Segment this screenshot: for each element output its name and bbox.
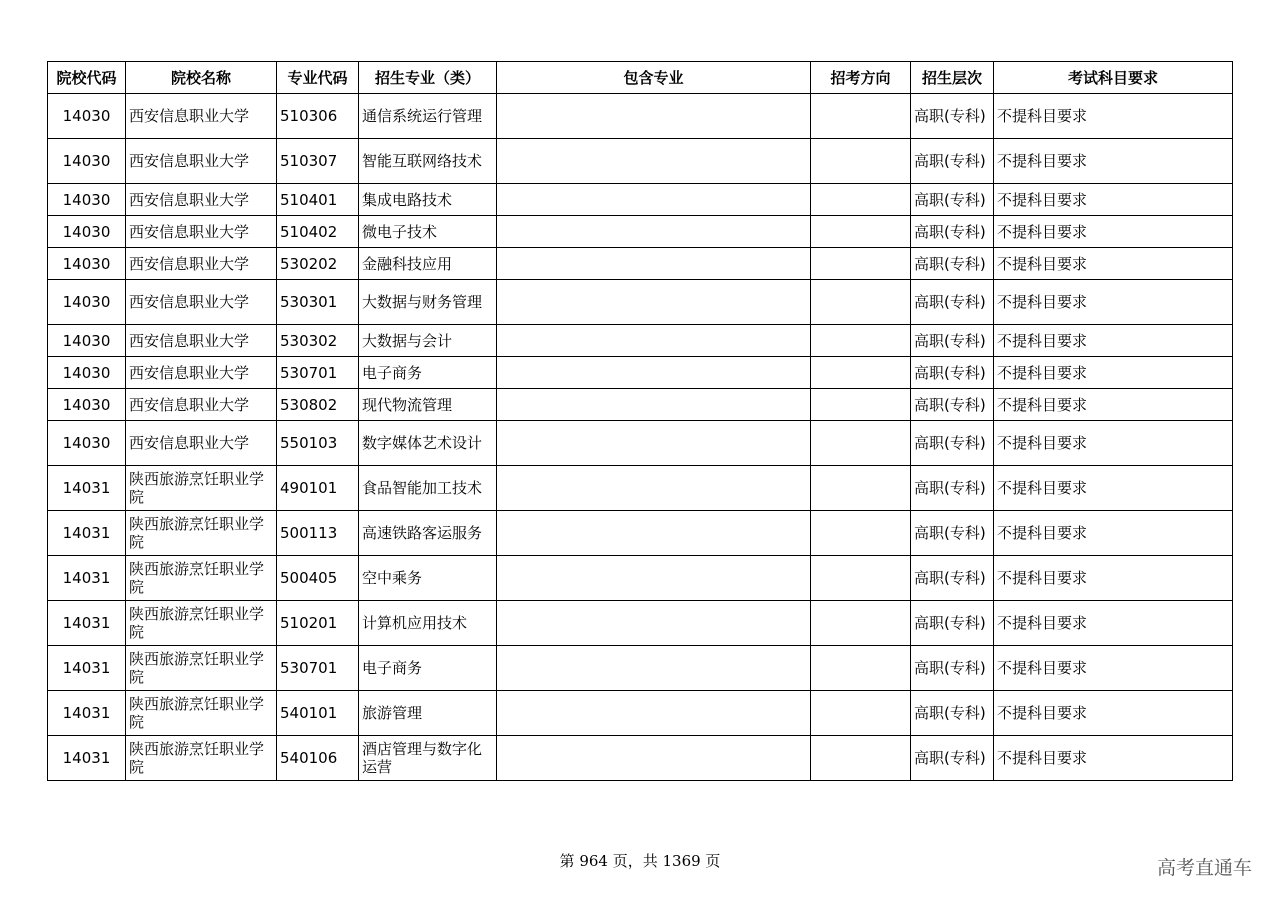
- cell-major-code: 490101: [277, 466, 359, 511]
- cell-major: 空中乘务: [359, 556, 497, 601]
- admissions-table: [47, 61, 1233, 781]
- table-row: [48, 325, 1233, 357]
- cell-school-code: 14030: [48, 357, 126, 389]
- cell-direction: [811, 389, 911, 421]
- cell-includes: [497, 357, 811, 389]
- cell-includes: [497, 216, 811, 248]
- cell-school-code: 14030: [48, 389, 126, 421]
- page-footer: 第 964 页，共 1369 页: [559, 852, 721, 870]
- cell-major-code: 540106: [277, 736, 359, 781]
- cell-level: 高职(专科): [911, 691, 994, 736]
- cell-direction: [811, 325, 911, 357]
- cell-major: 计算机应用技术: [359, 601, 497, 646]
- cell-level: 高职(专科): [911, 325, 994, 357]
- cell-level: 高职(专科): [911, 601, 994, 646]
- cell-major: 数字媒体艺术设计: [359, 421, 497, 466]
- cell-includes: [497, 139, 811, 184]
- cell-major: 食品智能加工技术: [359, 466, 497, 511]
- table-row: [48, 139, 1233, 184]
- table-row: [48, 389, 1233, 421]
- cell-includes: [497, 280, 811, 325]
- header-includes: 包含专业: [497, 62, 811, 94]
- cell-major-code: 550103: [277, 421, 359, 466]
- cell-school-name: 西安信息职业大学: [126, 94, 277, 139]
- cell-major-code: 510306: [277, 94, 359, 139]
- table-row: [48, 466, 1233, 511]
- table-row: [48, 421, 1233, 466]
- cell-includes: [497, 94, 811, 139]
- cell-school-name: 西安信息职业大学: [126, 280, 277, 325]
- cell-direction: [811, 184, 911, 216]
- cell-school-name: 陕西旅游烹饪职业学院: [126, 646, 277, 691]
- cell-level: 高职(专科): [911, 421, 994, 466]
- cell-level: 高职(专科): [911, 736, 994, 781]
- cell-exam: 不提科目要求: [994, 511, 1233, 556]
- cell-level: 高职(专科): [911, 466, 994, 511]
- cell-school-name: 西安信息职业大学: [126, 139, 277, 184]
- cell-level: 高职(专科): [911, 280, 994, 325]
- cell-major: 酒店管理与数字化运营: [359, 736, 497, 781]
- cell-exam: 不提科目要求: [994, 184, 1233, 216]
- cell-exam: 不提科目要求: [994, 325, 1233, 357]
- cell-major: 通信系统运行管理: [359, 94, 497, 139]
- cell-school-code: 14031: [48, 601, 126, 646]
- cell-direction: [811, 280, 911, 325]
- cell-major-code: 530701: [277, 646, 359, 691]
- table-row: [48, 736, 1233, 781]
- cell-exam: 不提科目要求: [994, 357, 1233, 389]
- cell-major-code: 530302: [277, 325, 359, 357]
- cell-school-code: 14031: [48, 556, 126, 601]
- cell-school-name: 西安信息职业大学: [126, 421, 277, 466]
- cell-level: 高职(专科): [911, 216, 994, 248]
- cell-exam: 不提科目要求: [994, 421, 1233, 466]
- cell-includes: [497, 646, 811, 691]
- cell-major: 大数据与会计: [359, 325, 497, 357]
- cell-exam: 不提科目要求: [994, 691, 1233, 736]
- header-level: 招生层次: [911, 62, 994, 94]
- table-row: [48, 280, 1233, 325]
- cell-direction: [811, 601, 911, 646]
- cell-level: 高职(专科): [911, 646, 994, 691]
- cell-school-name: 西安信息职业大学: [126, 389, 277, 421]
- cell-school-code: 14030: [48, 280, 126, 325]
- cell-major: 现代物流管理: [359, 389, 497, 421]
- cell-school-name: 西安信息职业大学: [126, 216, 277, 248]
- cell-school-code: 14030: [48, 139, 126, 184]
- cell-exam: 不提科目要求: [994, 466, 1233, 511]
- cell-includes: [497, 511, 811, 556]
- cell-includes: [497, 736, 811, 781]
- cell-major-code: 510401: [277, 184, 359, 216]
- table-row: [48, 691, 1233, 736]
- cell-major: 大数据与财务管理: [359, 280, 497, 325]
- cell-level: 高职(专科): [911, 248, 994, 280]
- watermark-text: 高考直通车: [1156, 857, 1252, 879]
- cell-exam: 不提科目要求: [994, 248, 1233, 280]
- table-row: [48, 216, 1233, 248]
- cell-major: 高速铁路客运服务: [359, 511, 497, 556]
- header-school-code: 院校代码: [48, 62, 126, 94]
- cell-exam: 不提科目要求: [994, 139, 1233, 184]
- header-school-name: 院校名称: [126, 62, 277, 94]
- cell-major-code: 500113: [277, 511, 359, 556]
- table-row: [48, 94, 1233, 139]
- cell-school-name: 陕西旅游烹饪职业学院: [126, 691, 277, 736]
- cell-level: 高职(专科): [911, 94, 994, 139]
- cell-includes: [497, 601, 811, 646]
- cell-major-code: 510307: [277, 139, 359, 184]
- cell-school-name: 西安信息职业大学: [126, 184, 277, 216]
- cell-direction: [811, 421, 911, 466]
- cell-exam: 不提科目要求: [994, 736, 1233, 781]
- cell-direction: [811, 139, 911, 184]
- cell-level: 高职(专科): [911, 139, 994, 184]
- cell-school-name: 西安信息职业大学: [126, 357, 277, 389]
- cell-includes: [497, 389, 811, 421]
- cell-includes: [497, 325, 811, 357]
- cell-school-name: 西安信息职业大学: [126, 248, 277, 280]
- cell-major: 电子商务: [359, 357, 497, 389]
- cell-major: 智能互联网络技术: [359, 139, 497, 184]
- cell-includes: [497, 184, 811, 216]
- cell-exam: 不提科目要求: [994, 389, 1233, 421]
- cell-exam: 不提科目要求: [994, 216, 1233, 248]
- cell-major-code: 530701: [277, 357, 359, 389]
- cell-exam: 不提科目要求: [994, 94, 1233, 139]
- cell-major: 金融科技应用: [359, 248, 497, 280]
- cell-major: 电子商务: [359, 646, 497, 691]
- cell-includes: [497, 421, 811, 466]
- cell-major-code: 540101: [277, 691, 359, 736]
- table-row: [48, 556, 1233, 601]
- cell-school-code: 14031: [48, 736, 126, 781]
- cell-school-name: 西安信息职业大学: [126, 325, 277, 357]
- cell-major: 微电子技术: [359, 216, 497, 248]
- header-major-code: 专业代码: [277, 62, 359, 94]
- cell-direction: [811, 216, 911, 248]
- cell-major: 旅游管理: [359, 691, 497, 736]
- cell-school-code: 14031: [48, 511, 126, 556]
- table-row: [48, 184, 1233, 216]
- cell-exam: 不提科目要求: [994, 280, 1233, 325]
- cell-school-name: 陕西旅游烹饪职业学院: [126, 511, 277, 556]
- cell-direction: [811, 357, 911, 389]
- cell-direction: [811, 248, 911, 280]
- cell-school-code: 14030: [48, 94, 126, 139]
- table-row: [48, 357, 1233, 389]
- table-row: [48, 511, 1233, 556]
- cell-school-name: 陕西旅游烹饪职业学院: [126, 556, 277, 601]
- cell-major-code: 500405: [277, 556, 359, 601]
- header-major: 招生专业（类）: [359, 62, 497, 94]
- table-row: [48, 248, 1233, 280]
- cell-school-code: 14031: [48, 466, 126, 511]
- cell-level: 高职(专科): [911, 357, 994, 389]
- cell-major-code: 510201: [277, 601, 359, 646]
- cell-school-name: 陕西旅游烹饪职业学院: [126, 466, 277, 511]
- cell-direction: [811, 511, 911, 556]
- cell-includes: [497, 556, 811, 601]
- cell-direction: [811, 94, 911, 139]
- cell-includes: [497, 248, 811, 280]
- header-row: [48, 62, 1233, 94]
- cell-major-code: 530301: [277, 280, 359, 325]
- cell-major: 集成电路技术: [359, 184, 497, 216]
- cell-level: 高职(专科): [911, 556, 994, 601]
- cell-school-name: 陕西旅游烹饪职业学院: [126, 736, 277, 781]
- cell-includes: [497, 691, 811, 736]
- cell-level: 高职(专科): [911, 389, 994, 421]
- cell-exam: 不提科目要求: [994, 556, 1233, 601]
- cell-school-code: 14030: [48, 325, 126, 357]
- header-exam: 考试科目要求: [994, 62, 1233, 94]
- cell-school-code: 14031: [48, 691, 126, 736]
- cell-direction: [811, 556, 911, 601]
- cell-major-code: 530802: [277, 389, 359, 421]
- table-row: [48, 646, 1233, 691]
- cell-direction: [811, 646, 911, 691]
- cell-major-code: 530202: [277, 248, 359, 280]
- cell-school-code: 14030: [48, 184, 126, 216]
- cell-level: 高职(专科): [911, 184, 994, 216]
- cell-direction: [811, 736, 911, 781]
- cell-major-code: 510402: [277, 216, 359, 248]
- cell-direction: [811, 691, 911, 736]
- cell-school-code: 14031: [48, 646, 126, 691]
- cell-exam: 不提科目要求: [994, 601, 1233, 646]
- table-row: [48, 601, 1233, 646]
- cell-school-code: 14030: [48, 248, 126, 280]
- cell-direction: [811, 466, 911, 511]
- cell-school-code: 14030: [48, 216, 126, 248]
- cell-exam: 不提科目要求: [994, 646, 1233, 691]
- cell-level: 高职(专科): [911, 511, 994, 556]
- cell-school-code: 14030: [48, 421, 126, 466]
- cell-school-name: 陕西旅游烹饪职业学院: [126, 601, 277, 646]
- cell-includes: [497, 466, 811, 511]
- header-direction: 招考方向: [811, 62, 911, 94]
